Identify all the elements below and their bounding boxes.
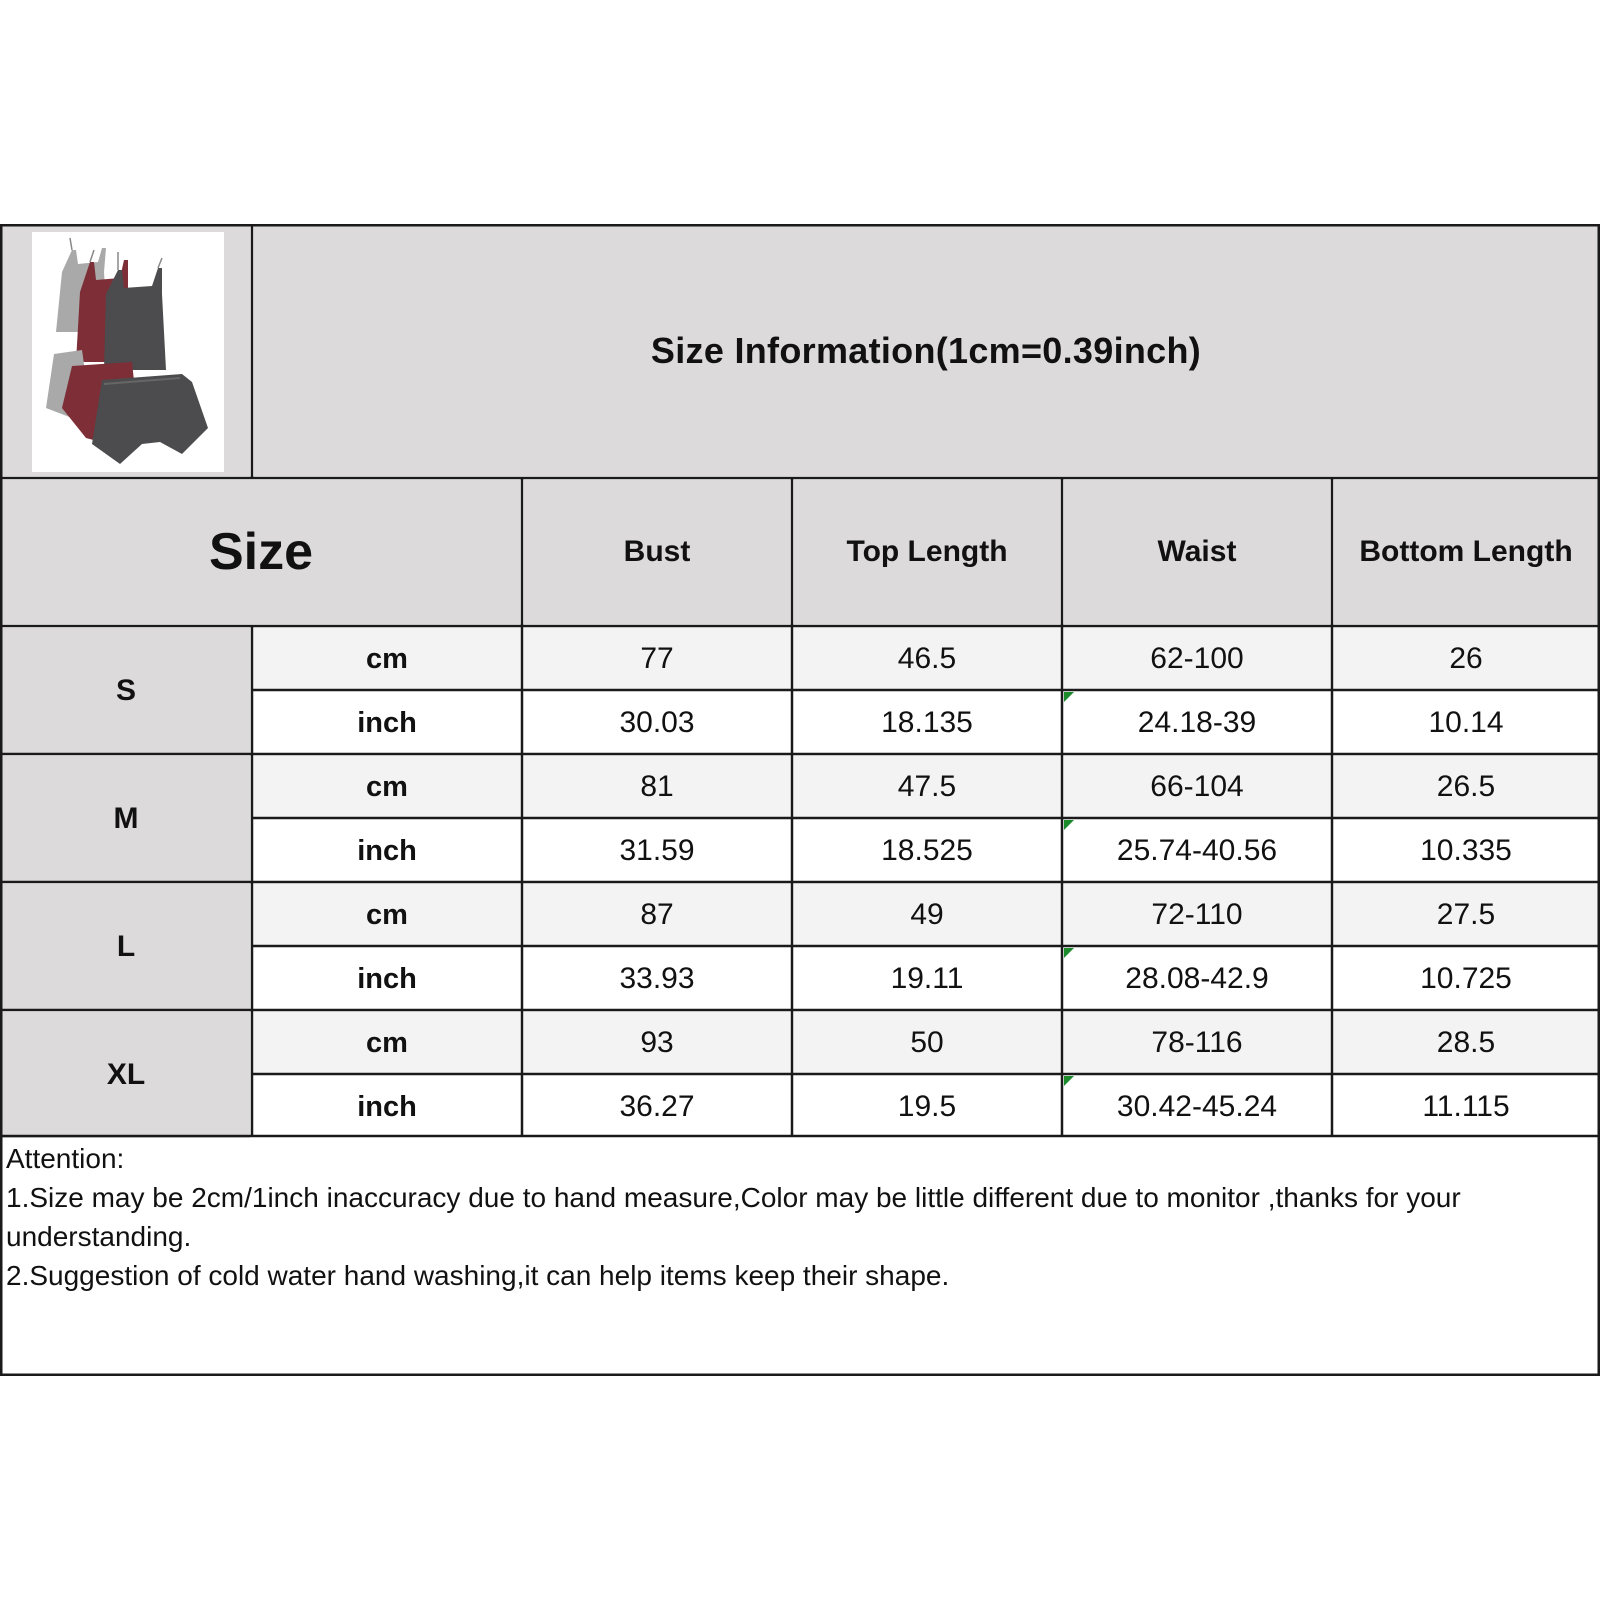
value-bust-cm: 87 [524, 884, 790, 946]
value-bottom-length-inch: 10.335 [1334, 820, 1598, 882]
value-bust-inch: 31.59 [524, 820, 790, 882]
value-waist-cm: 66-104 [1064, 756, 1330, 818]
value-bottom-length-cm: 27.5 [1334, 884, 1598, 946]
value-top-length-cm: 49 [794, 884, 1060, 946]
column-header-top-length: Top Length [794, 480, 1060, 624]
value-waist-inch: 24.18-39 [1064, 692, 1330, 754]
unit-label-cm: cm [254, 1012, 520, 1074]
value-bust-cm: 77 [524, 628, 790, 690]
size-label: S [2, 628, 250, 754]
value-waist-cm: 72-110 [1064, 884, 1330, 946]
attention-line-1: 1.Size may be 2cm/1inch inaccuracy due to hand measure,Color may be little different due to monitor ,thanks for your understanding. [6, 1182, 1461, 1252]
unit-label-cm: cm [254, 628, 520, 690]
unit-label-inch: inch [254, 820, 520, 882]
size-label: L [2, 884, 250, 1010]
value-bust-inch: 30.03 [524, 692, 790, 754]
value-bottom-length-inch: 10.725 [1334, 948, 1598, 1010]
value-bust-inch: 36.27 [524, 1076, 790, 1138]
value-top-length-inch: 19.5 [794, 1076, 1060, 1138]
value-bottom-length-cm: 26 [1334, 628, 1598, 690]
unit-label-cm: cm [254, 884, 520, 946]
size-header: Size [2, 480, 520, 624]
value-bottom-length-inch: 10.14 [1334, 692, 1598, 754]
size-label: M [2, 756, 250, 882]
unit-label-cm: cm [254, 756, 520, 818]
column-header-bottom-length: Bottom Length [1334, 480, 1598, 624]
unit-label-inch: inch [254, 948, 520, 1010]
value-bust-inch: 33.93 [524, 948, 790, 1010]
value-top-length-inch: 19.11 [794, 948, 1060, 1010]
value-top-length-inch: 18.135 [794, 692, 1060, 754]
size-chart [0, 224, 1600, 1376]
attention-line-2: 2.Suggestion of cold water hand washing,it can help items keep their shape. [6, 1260, 950, 1291]
value-waist-inch: 28.08-42.9 [1064, 948, 1330, 1010]
size-label: XL [2, 1012, 250, 1138]
column-header-waist: Waist [1064, 480, 1330, 624]
attention-heading: Attention: [6, 1143, 125, 1174]
value-bottom-length-cm: 26.5 [1334, 756, 1598, 818]
value-waist-cm: 78-116 [1064, 1012, 1330, 1074]
value-bottom-length-cm: 28.5 [1334, 1012, 1598, 1074]
value-waist-inch: 25.74-40.56 [1064, 820, 1330, 882]
value-bust-cm: 93 [524, 1012, 790, 1074]
value-bottom-length-inch: 11.115 [1334, 1076, 1598, 1138]
value-top-length-cm: 46.5 [794, 628, 1060, 690]
unit-label-inch: inch [254, 692, 520, 754]
value-waist-inch: 30.42-45.24 [1064, 1076, 1330, 1138]
value-top-length-inch: 18.525 [794, 820, 1060, 882]
attention-notes [6, 1139, 1586, 1295]
page-title: Size Information(1cm=0.39inch) [254, 226, 1598, 476]
column-header-bust: Bust [524, 480, 790, 624]
value-waist-cm: 62-100 [1064, 628, 1330, 690]
value-top-length-cm: 47.5 [794, 756, 1060, 818]
value-bust-cm: 81 [524, 756, 790, 818]
unit-label-inch: inch [254, 1076, 520, 1138]
value-top-length-cm: 50 [794, 1012, 1060, 1074]
